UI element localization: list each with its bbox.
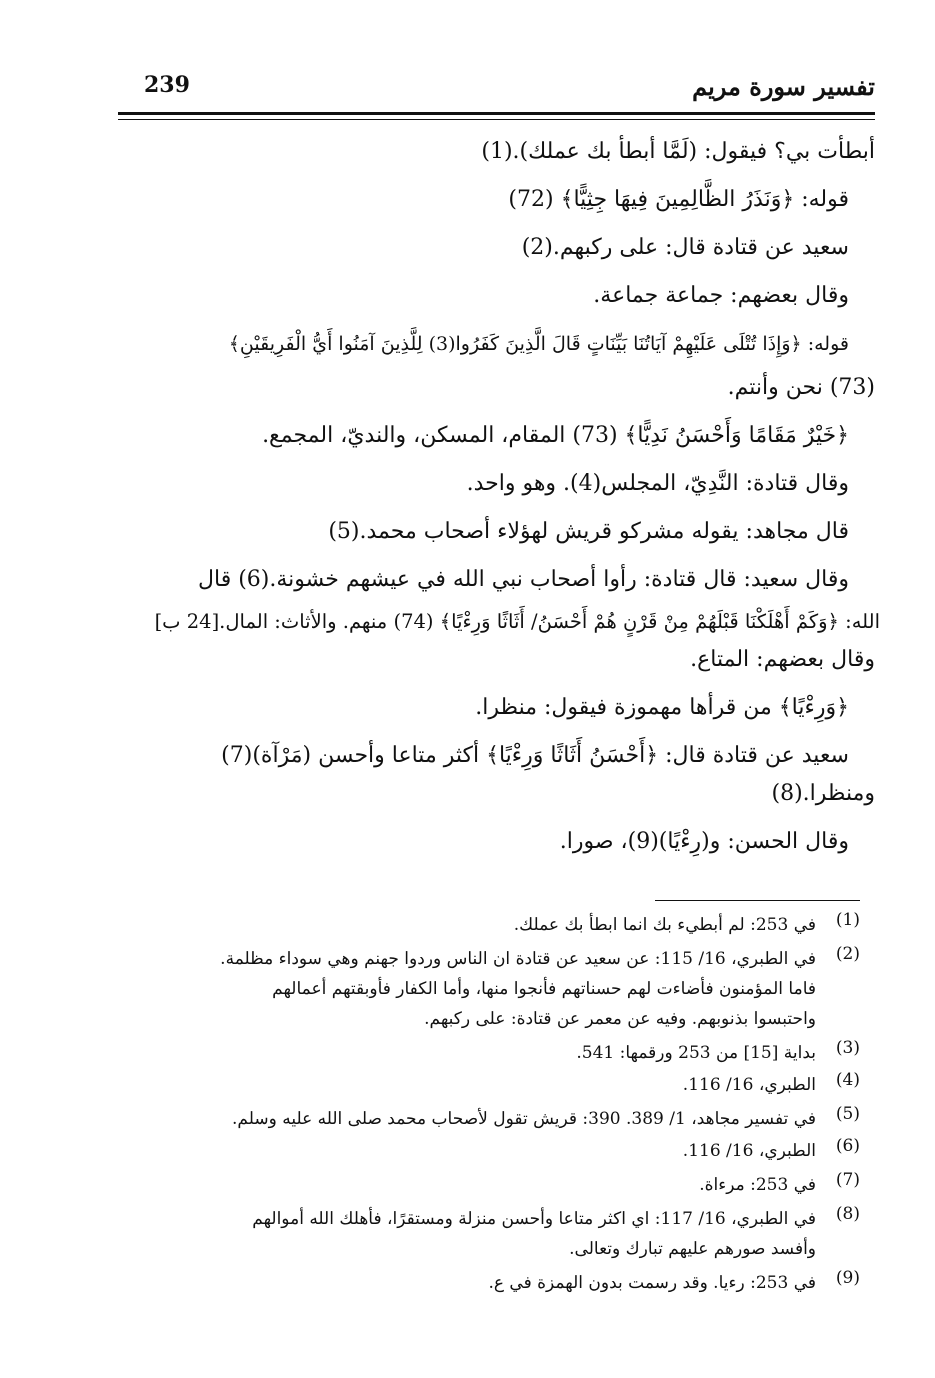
footnote-line: في الطبري، 16/ 115: عن سعيد عن قتادة ان الناس وردوا جهنم وهي سوداء مظلمة. bbox=[220, 949, 816, 969]
body-line: سعيد عن قتادة قال: ﴿أَحْسَنُ أَثَاثًا وَرِءْيًا﴾ أكثر متاعا وأحسن (مَرْآة)(7) bbox=[221, 743, 849, 768]
header-rule-thin bbox=[118, 119, 875, 120]
footnote-line: بداية [15] من 253 ورقمها: 541. bbox=[576, 1043, 816, 1063]
body-line: ومنظرا.(8) bbox=[771, 781, 875, 806]
body-line: ﴿خَيْرٌ مَقَامًا وَأَحْسَنُ نَدِيًّا﴾ (73) المقام، المسكن، والنديّ، المجمع. bbox=[262, 423, 849, 448]
footnote-separator bbox=[655, 900, 860, 901]
body-line: ﴿وَرِءْيًا﴾ من قرأها مهموزة فيقول: منظرا. bbox=[475, 695, 849, 720]
footnote-number: (6) bbox=[835, 1136, 860, 1156]
footnote-line: في 253: رءيا. وقد رسمت بدون الهمزة في ع. bbox=[488, 1273, 816, 1293]
footnote-line: وأفسد صورهم عليهم تبارك وتعالى. bbox=[569, 1239, 816, 1259]
body-line: أبطأت بي؟ فيقول: (لَمَّا أبطأ بك عملك).(1) bbox=[481, 139, 875, 164]
footnote-line: في الطبري، 16/ 117: اي اكثر متاعا وأحسن منزلة ومستقرًا، فأهلك الله أموالهم bbox=[252, 1209, 816, 1229]
body-line: قوله: ﴿وَإِذَا تُتْلَى عَلَيْهِمْ آيَاتُنَا بَيِّنَاتٍ قَالَ الَّذِينَ كَفَرُوا(3) لِلَّذِينَ آمَنُوا أَيُّ الْفَرِيقَيْنِ﴾ bbox=[228, 333, 849, 355]
body-line: وقال الحسن: و(رِءْيًا)(9)، صورا. bbox=[559, 829, 849, 854]
page-number: 239 bbox=[144, 72, 190, 98]
running-title: تفسير سورة مريم bbox=[692, 72, 875, 101]
body-line: وقال بعضهم: المتاع. bbox=[690, 647, 875, 672]
body-line: وقال بعضهم: جماعة جماعة. bbox=[593, 283, 849, 308]
body-line: الله: ﴿وَكَمْ أَهْلَكْنَا قَبْلَهُمْ مِنْ قَرْنٍ هُمْ أَحْسَنُ/ أَثَاثًا وَرِءْيًا﴾ (74) منهم. والأثاث: المال.[24 ب] bbox=[154, 610, 880, 633]
footnote-line: فاما المؤمنون فأضاءت لهم حسناتهم فأنجوا منها، وأما الكفار فأوبقتهم أعمالهم bbox=[272, 979, 816, 999]
footnote-number: (9) bbox=[835, 1268, 860, 1288]
body-line: (73) نحن وأنتم. bbox=[727, 375, 875, 400]
footnote-line: واحتبسوا بذنوبهم. وفيه عن معمر عن قتادة: على ركبهم. bbox=[424, 1009, 816, 1029]
footnote-line: في 253: لم أبطيء بك انما ابطأ بك عملك. bbox=[513, 915, 816, 935]
body-line: قوله: ﴿وَنَذَرُ الظَّالِمِينَ فِيهَا جِثِيًّا﴾ (72) bbox=[508, 187, 849, 212]
footnote-line: في 253: مرءاة. bbox=[699, 1175, 816, 1195]
footnote-number: (3) bbox=[835, 1038, 860, 1058]
header-rule-thick bbox=[118, 112, 875, 115]
footnote-number: (7) bbox=[835, 1170, 860, 1190]
body-line: وقال سعيد: قال قتادة: رأوا أصحاب نبي الله في عيشهم خشونة.(6) قال bbox=[198, 567, 849, 592]
body-line: وقال قتادة: النَّدِيّ، المجلس(4). وهو واحد. bbox=[466, 471, 849, 496]
footnote-number: (8) bbox=[835, 1204, 860, 1224]
footnote-line: الطبري، 16/ 116. bbox=[682, 1075, 816, 1095]
footnote-line: الطبري، 16/ 116. bbox=[682, 1141, 816, 1161]
body-line: قال مجاهد: يقوله مشركو قريش لهؤلاء أصحاب محمد.(5) bbox=[328, 519, 849, 544]
body-line: سعيد عن قتادة قال: على ركبهم.(2) bbox=[521, 235, 849, 260]
footnote-number: (4) bbox=[835, 1070, 860, 1090]
footnote-line: في تفسير مجاهد، 1/ 389. 390: قريش تقول لأصحاب محمد صلى الله عليه وسلم. bbox=[232, 1109, 816, 1129]
page-header bbox=[118, 72, 875, 112]
footnote-number: (1) bbox=[835, 910, 860, 930]
footnote-number: (5) bbox=[835, 1104, 860, 1124]
footnote-number: (2) bbox=[835, 944, 860, 964]
